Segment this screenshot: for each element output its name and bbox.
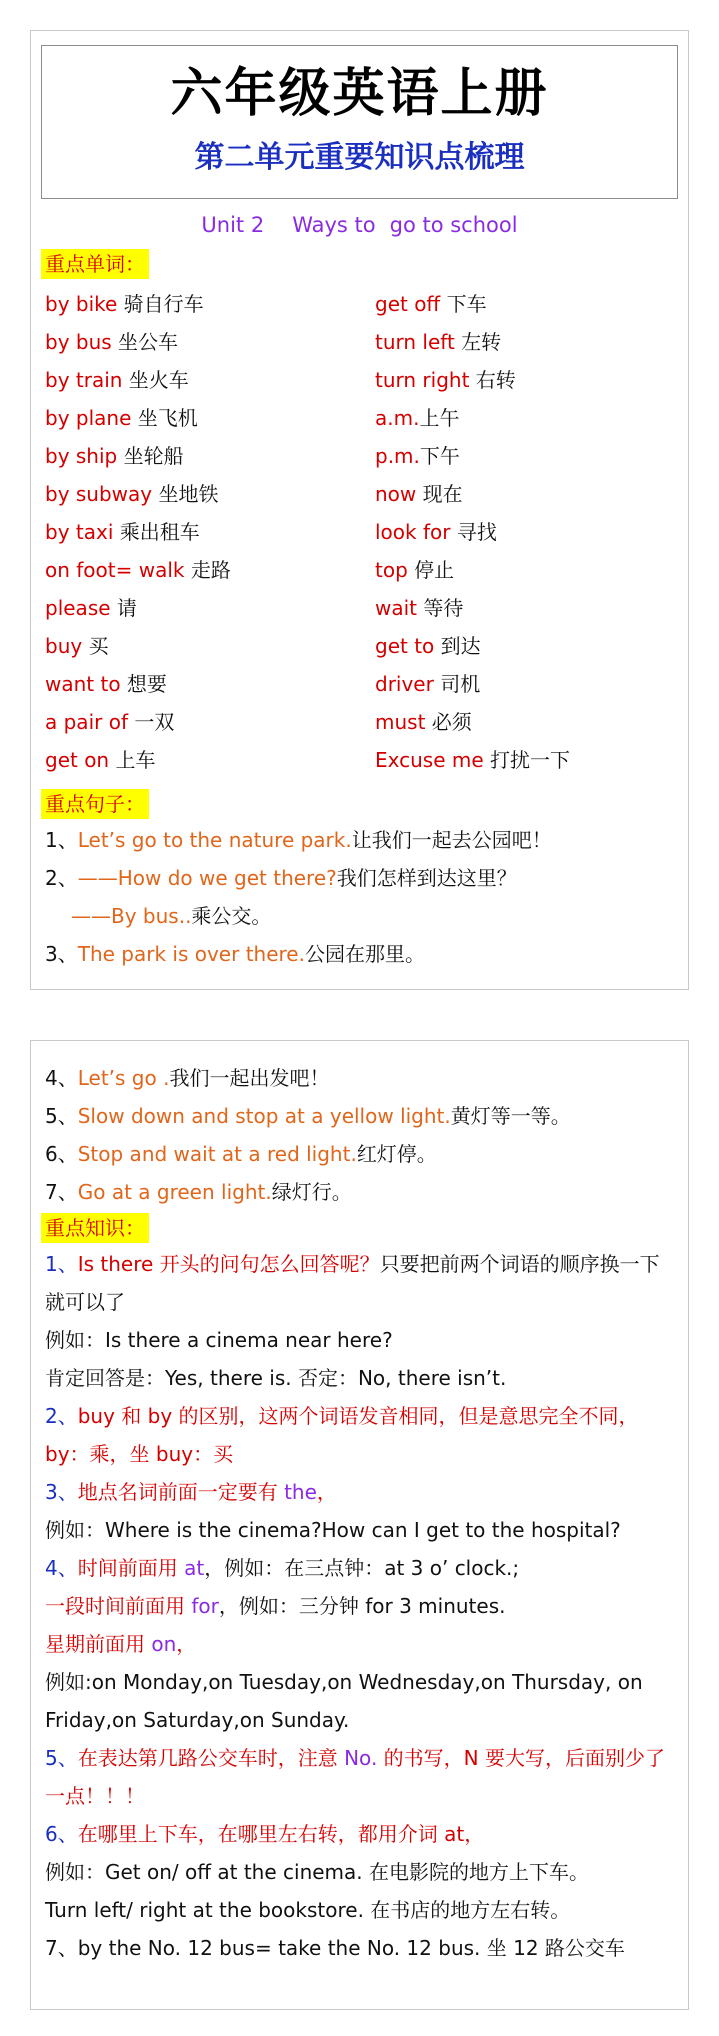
knowledge-item-1: 1、Is there 开头的问句怎么回答呢？只要把前两个词语的顺序换一下就可以了 [45, 1252, 660, 1314]
vocab-left [45, 665, 167, 703]
vocab-right [375, 703, 472, 741]
sentence-item [71, 897, 688, 935]
vocab-zh: 骑自行车 [117, 292, 204, 316]
vocab-en: turn right [375, 368, 470, 392]
vocab-row [45, 475, 688, 513]
sentence-num: 3、 [45, 942, 78, 966]
vocab-right [375, 399, 459, 437]
vocab-zh: 买 [82, 634, 109, 658]
vocab-right [375, 627, 481, 665]
knowledge-item-3: 3、地点名词前面一定要有 the， [45, 1480, 337, 1504]
vocab-right [375, 589, 463, 627]
page-title: 六年级英语上册 [170, 63, 549, 124]
knowledge-list [45, 1245, 674, 1967]
sentence-item [45, 859, 688, 897]
vocab-left [45, 361, 189, 399]
page-card-1 [30, 30, 689, 990]
vocab-en: now [375, 482, 417, 506]
vocab-en: Excuse me [375, 748, 484, 772]
vocab-zh: 上车 [109, 748, 156, 772]
vocab-zh: 乘出租车 [113, 520, 200, 544]
vocab-en: p.m. [375, 444, 420, 468]
knowledge-item-6: 6、在哪里上下车，在哪里左右转，都用介词 at， [45, 1822, 485, 1846]
vocab-left [45, 589, 137, 627]
sentence-zh: 红灯停。 [356, 1142, 437, 1166]
vocab-zh: 必须 [425, 710, 472, 734]
vocab-zh: 坐公车 [111, 330, 179, 354]
sentence-zh: 黄灯等一等。 [450, 1104, 571, 1128]
sentence-item [45, 1059, 688, 1097]
vocab-right [375, 475, 463, 513]
vocab-en: by bus [45, 330, 112, 354]
knowledge-example: 例如:on Monday,on Tuesday,on Wednesday,on Thursday, on Friday,on Saturday,on Sunday. [45, 1670, 643, 1732]
vocab-zh: 坐火车 [122, 368, 189, 392]
vocab-zh: 坐飞机 [131, 406, 198, 430]
sentence-num: 4、 [45, 1066, 78, 1090]
sentence-num: 7、 [45, 1180, 78, 1204]
vocab-row [45, 551, 688, 589]
knowledge-answer: 肯定回答是：Yes, there is. 否定：No, there isn’t. [45, 1366, 507, 1390]
vocab-en: get to [375, 634, 435, 658]
sentence-zh: 让我们一起去公园吧！ [351, 828, 552, 852]
knowledge-example: 例如：Where is the cinema?How can I get to the hospital? [45, 1518, 621, 1542]
sentence-num: 5、 [45, 1104, 78, 1128]
vocab-en: by ship [45, 444, 118, 468]
vocab-en: please [45, 596, 111, 620]
sentence-zh: 我们一起出发吧！ [169, 1066, 330, 1090]
sentence-en: Let’s go . [77, 1066, 170, 1090]
vocab-zh: 坐地铁 [152, 482, 219, 506]
sentence-item [45, 1135, 688, 1173]
vocab-row [45, 361, 688, 399]
knowledge-item-2: 2、buy 和 by 的区别，这两个词语发音相同，但是意思完全不同，by：乘，坐 buy：买 [45, 1404, 639, 1466]
vocab-right [375, 741, 570, 779]
knowledge-item-4b: 一段时间前面用 for，例如：三分钟 for 3 minutes. [45, 1594, 506, 1618]
sentence-zh: 绿灯行。 [271, 1180, 352, 1204]
vocab-en: buy [45, 634, 83, 658]
vocab-row [45, 323, 688, 361]
vocab-zh: 打扰一下 [483, 748, 571, 772]
vocab-right [375, 361, 516, 399]
knowledge-example: Turn left/ right at the bookstore. 在书店的地方左右转。 [45, 1898, 571, 1922]
vocab-en: look for [375, 520, 451, 544]
vocab-en: wait [375, 596, 418, 620]
vocab-left [45, 513, 200, 551]
knowledge-heading: 重点知识： [41, 1213, 149, 1243]
vocab-list [45, 285, 688, 779]
vocab-zh: 想要 [120, 672, 167, 696]
vocab-en: by plane [45, 406, 132, 430]
vocab-left [45, 285, 204, 323]
vocab-en: a.m. [375, 406, 420, 430]
title-box [41, 45, 678, 199]
vocab-row [45, 437, 688, 475]
vocab-zh: 走路 [184, 558, 231, 582]
vocab-left [45, 627, 109, 665]
vocab-heading: 重点单词： [41, 249, 149, 279]
vocab-zh: 司机 [433, 672, 481, 696]
vocab-row [45, 665, 688, 703]
vocab-zh: 请 [110, 596, 137, 620]
vocab-en: turn left [375, 330, 455, 354]
unit-title-a: Ways to [292, 213, 376, 237]
sentence-num: 1、 [45, 828, 78, 852]
vocab-left [45, 437, 184, 475]
sentence-num: 2、 [45, 866, 78, 890]
sentence-item [45, 1173, 688, 1211]
knowledge-item-4c: 星期前面用 on， [45, 1632, 197, 1656]
knowledge-item-4: 4、时间前面用 at，例如：在三点钟：at 3 o’ clock.; [45, 1556, 520, 1580]
vocab-right [375, 437, 460, 475]
unit-heading [31, 211, 688, 239]
sentence-list-2 [31, 1059, 688, 1211]
sentence-list-1 [31, 821, 688, 973]
sentence-en: ——How do we get there? [77, 866, 337, 890]
vocab-zh: 一双 [127, 710, 175, 734]
knowledge-item-5: 5、在表达第几路公交车时，注意 No. 的书写，N 要大写，后面别少了一点！！！ [45, 1746, 665, 1808]
vocab-zh: 现在 [416, 482, 463, 506]
vocab-row [45, 589, 688, 627]
sentence-num: 6、 [45, 1142, 78, 1166]
vocab-left [45, 703, 174, 741]
vocab-en: driver [375, 672, 434, 696]
vocab-left [45, 741, 155, 779]
vocab-zh: 下车 [440, 292, 487, 316]
vocab-en: get on [45, 748, 110, 772]
vocab-zh: 左转 [454, 330, 502, 354]
vocab-en: get off [375, 292, 441, 316]
sentence-zh: 我们怎样到达这里？ [336, 866, 517, 890]
vocab-zh: 停止 [407, 558, 455, 582]
sentence-en: Let’s go to the nature park. [77, 828, 352, 852]
vocab-row [45, 703, 688, 741]
vocab-zh: 寻找 [450, 520, 497, 544]
vocab-zh: 到达 [434, 634, 481, 658]
vocab-en: on foot= walk [45, 558, 185, 582]
vocab-zh: 下午 [419, 444, 460, 468]
sentence-zh: 公园在那里。 [304, 942, 425, 966]
vocab-row [45, 741, 688, 779]
vocab-en: by train [45, 368, 123, 392]
vocab-en: top [375, 558, 408, 582]
vocab-row [45, 399, 688, 437]
vocab-zh: 坐轮船 [117, 444, 184, 468]
vocab-en: by bike [45, 292, 118, 316]
knowledge-example: 例如：Get on/ off at the cinema. 在电影院的地方上下车。 [45, 1860, 590, 1884]
vocab-zh: 上午 [419, 406, 460, 430]
vocab-right [375, 665, 480, 703]
page-card-2 [30, 1040, 689, 2010]
vocab-zh: 右转 [469, 368, 516, 392]
sentence-heading: 重点句子： [41, 789, 149, 819]
sentence-item [45, 1097, 688, 1135]
vocab-left [45, 475, 219, 513]
sentence-item [45, 821, 688, 859]
knowledge-item-7: 7、by the No. 12 bus= take the No. 12 bus. 坐 12 路公交车 [45, 1936, 625, 1960]
vocab-row [45, 627, 688, 665]
sentence-en: ——By bus.. [71, 904, 192, 928]
sentence-item [45, 935, 688, 973]
unit-title-b: go to school [389, 213, 518, 237]
vocab-en: must [375, 710, 426, 734]
vocab-en: by subway [45, 482, 153, 506]
sentence-en: The park is over there. [77, 942, 305, 966]
vocab-left [45, 323, 178, 361]
vocab-right [375, 323, 501, 361]
page-subtitle: 第二单元重要知识点梳理 [194, 140, 525, 175]
sentence-en: Go at a green light. [77, 1180, 272, 1204]
vocab-zh: 等待 [417, 596, 464, 620]
vocab-left [45, 399, 198, 437]
vocab-en: want to [45, 672, 121, 696]
knowledge-example: 例如：Is there a cinema near here? [45, 1328, 393, 1352]
sentence-en: Stop and wait at a red light. [77, 1142, 357, 1166]
vocab-right [375, 513, 497, 551]
sentence-en: Slow down and stop at a yellow light. [77, 1104, 451, 1128]
vocab-en: by taxi [45, 520, 114, 544]
vocab-right [375, 551, 454, 589]
sentence-zh: 乘公交。 [191, 904, 272, 928]
vocab-row [45, 285, 688, 323]
vocab-right [375, 285, 487, 323]
vocab-row [45, 513, 688, 551]
unit-label: Unit 2 [201, 213, 265, 237]
vocab-left [45, 551, 231, 589]
vocab-en: a pair of [45, 710, 128, 734]
